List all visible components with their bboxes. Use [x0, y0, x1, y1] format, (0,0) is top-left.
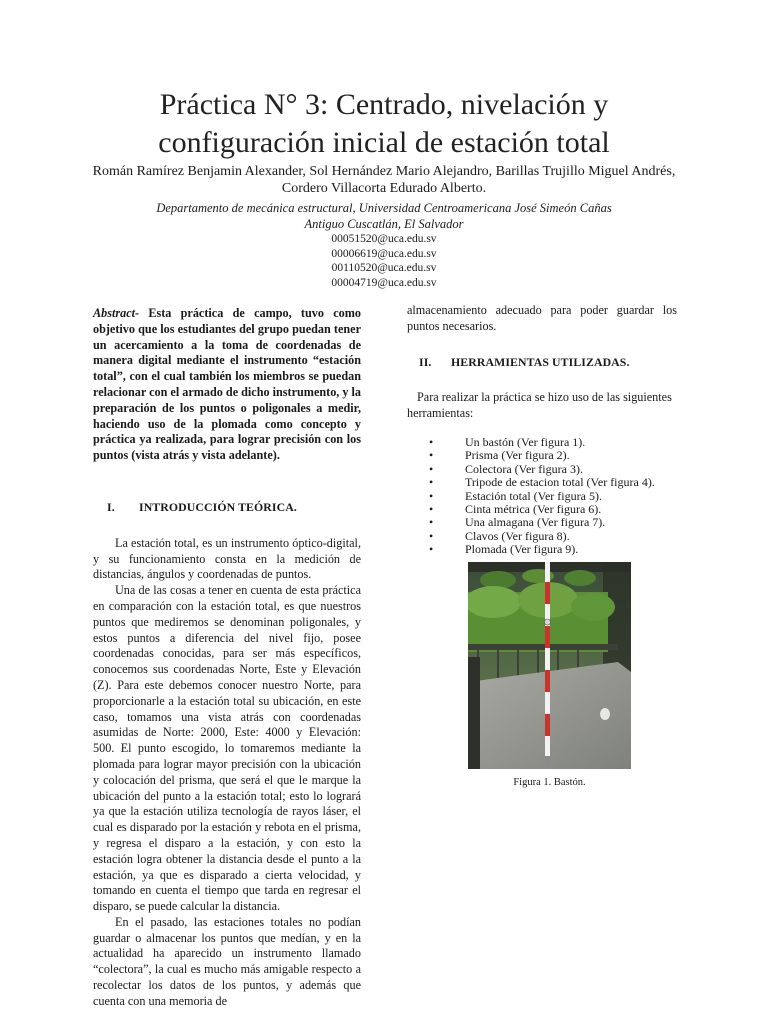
body-paragraph-continued: almacenamiento adecuado para poder guardar los puntos necesarios.	[407, 303, 677, 333]
figure-1-photo	[468, 562, 631, 769]
title-line-2: configuración inicial de estación total	[158, 126, 610, 159]
affiliation-line-2: Antiguo Cuscatlán, El Salvador	[304, 217, 464, 231]
left-column	[93, 306, 361, 1010]
abstract-label: Abstract-	[93, 306, 140, 320]
body-paragraph: En el pasado, las estaciones totales no podían guardar o almacenar los puntos que medían, y en la actualidad ha aparecido un instrumento llamado “colectora”, la cual es mucho más amigable respecto a recolectar los datos de los puntos, y además que cuenta con una memoria de	[93, 914, 361, 1008]
list-item: • Tripode de estacion total (Ver figura 4).	[407, 476, 677, 489]
abstract	[93, 306, 361, 464]
pole-icon	[545, 562, 551, 765]
baston-photo-illustration	[468, 562, 631, 769]
author-list: Román Ramírez Benjamin Alexander, Sol Hernández Mario Alejandro, Barillas Trujillo Miguel Andrés, Cordero Villacorta Edurado Alberto.	[92, 164, 676, 196]
email: 00006619@uca.edu.sv	[331, 247, 437, 260]
email: 00110520@uca.edu.sv	[331, 262, 437, 274]
list-item: • Clavos (Ver figura 8).	[407, 530, 677, 543]
email: 00051520@uca.edu.sv	[331, 233, 437, 245]
body-paragraph: Para realizar la práctica se hizo uso de las siguientes herramientas:	[407, 390, 672, 421]
email: 00004719@uca.edu.sv	[331, 276, 437, 289]
body-paragraph: Una de las cosas a tener en cuenta de esta práctica en comparación con la estación total, es que nuestros puntos que mediremos se denominan poligonales, y estos puntos a diferencia del nivel fijo, posee coordenadas conocidas, para ser más específicos, conocemos sus coordenadas Norte, Este y Elevación (Z). Para este debemos conocer nuestro Norte, para proporcionarle a la estación total su ubicación, en este caso, tomamos una vista atrás con coordenadas asumidas de Norte: 2000, Este: 4000 y Elevación: 500. El punto escogido, lo tomaremos mediante la plomada para lograr mayor precisión con la ubicación y colocación del prisma, que será el que le marque la ubicación del punto a la estación total; esto lo logrará ya que la estación utiliza tecnología de rayos láser, el cual es disparado por la estación y rebota en el prisma, y regresa el disparo a la estación, y con esto la estación logra obtener la distancia desde el punto a la estación, ya que es disparado a cierta velocidad, y tomando en cuenta el tiempo que tarda en regresar el disparo, se puede calcular la distancia.	[93, 583, 361, 914]
section-number: I.	[107, 499, 115, 514]
section-title: INTRODUCCIÓN TEÓRICA.	[139, 499, 297, 514]
list-item: • Estación total (Ver figura 5).	[407, 490, 677, 503]
section-title: HERRAMIENTAS UTILIZADAS.	[451, 354, 630, 369]
affiliation	[80, 200, 688, 232]
body-paragraph: La estación total, es un instrumento óptico-digital, y su funcionamiento consta en la medición de distancias, ángulos y coordenadas de puntos.	[93, 535, 361, 582]
section-number: II.	[419, 354, 432, 369]
list-item: • Colectora (Ver figura 3).	[407, 463, 677, 476]
paper-title	[60, 86, 708, 162]
list-item: • Prisma (Ver figura 2).	[407, 449, 677, 462]
tools-list	[407, 436, 677, 557]
title-line-1: Práctica N° 3: Centrado, nivelación y	[159, 88, 609, 121]
list-item: • Cinta métrica (Ver figura 6).	[407, 503, 677, 516]
list-item: • Un bastón (Ver figura 1).	[407, 436, 677, 449]
section-heading-introduccion	[107, 500, 361, 516]
email-list	[284, 232, 484, 290]
section-heading-herramientas	[419, 355, 677, 371]
list-item: • Plomada (Ver figura 9).	[407, 543, 677, 556]
figure-1-caption: Figura 1. Bastón.	[513, 777, 586, 788]
right-column	[407, 303, 677, 557]
list-item: • Una almagana (Ver figura 7).	[407, 516, 677, 529]
abstract-text: Esta práctica de campo, tuvo como objetivo que los estudiantes del grupo puedan tener un acercamiento a la toma de coordenadas de manera digital mediante el instrumento “estación total”, con el cual también los miembros se puedan relacionar con el armado de dicho instrumento, y la preparación de los puntos o poligonales a medir, haciendo uso de la plomada como concepto y práctica ya realizada, para lograr precisión con los puntos (vista atrás y vista adelante).	[93, 306, 361, 463]
affiliation-line-1: Departamento de mecánica estructural, Universidad Centroamericana José Simeón Cañas	[156, 201, 612, 215]
